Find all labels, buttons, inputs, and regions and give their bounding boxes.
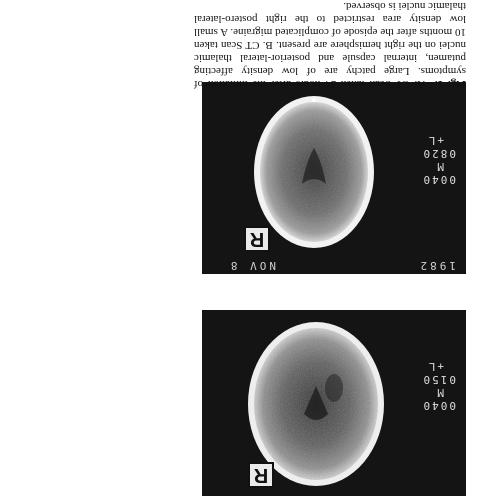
ct-scan-a xyxy=(202,310,466,496)
orientation-marker-a: R xyxy=(248,462,274,488)
readout-line: +L xyxy=(426,360,444,373)
figure-caption xyxy=(194,0,466,90)
readout-line: M xyxy=(435,386,444,399)
readout-line: 0040 xyxy=(421,173,456,186)
scan-a-readout xyxy=(422,360,457,412)
scan-b-readout xyxy=(422,134,457,186)
figure-label: Fig. 1. xyxy=(434,78,466,90)
figure-caption-text: – A. CT Scan taken 24 hours after the initiation of symptoms. Large patchy are of low density affecting putamen, internal capsule and posterior-lateral thalamic nuclei on the right hemisphere are present. B. CT Scan taken 10 months after the episode of complicated migraine. A small low density area restricted to the right postero-lateral thalamic nuclei is observed. xyxy=(194,0,466,90)
readout-line: 0820 xyxy=(421,147,456,160)
orientation-marker-b: R xyxy=(244,226,270,252)
ct-scan-b xyxy=(202,82,466,274)
readout-line: 0150 xyxy=(421,373,456,386)
readout-line: 0040 xyxy=(421,399,456,412)
readout-line: +L xyxy=(426,134,444,147)
scan-b-header-left: NOV 8 xyxy=(227,259,276,272)
scan-b-header-right: 1982 xyxy=(417,259,456,272)
readout-line: M xyxy=(435,160,444,173)
